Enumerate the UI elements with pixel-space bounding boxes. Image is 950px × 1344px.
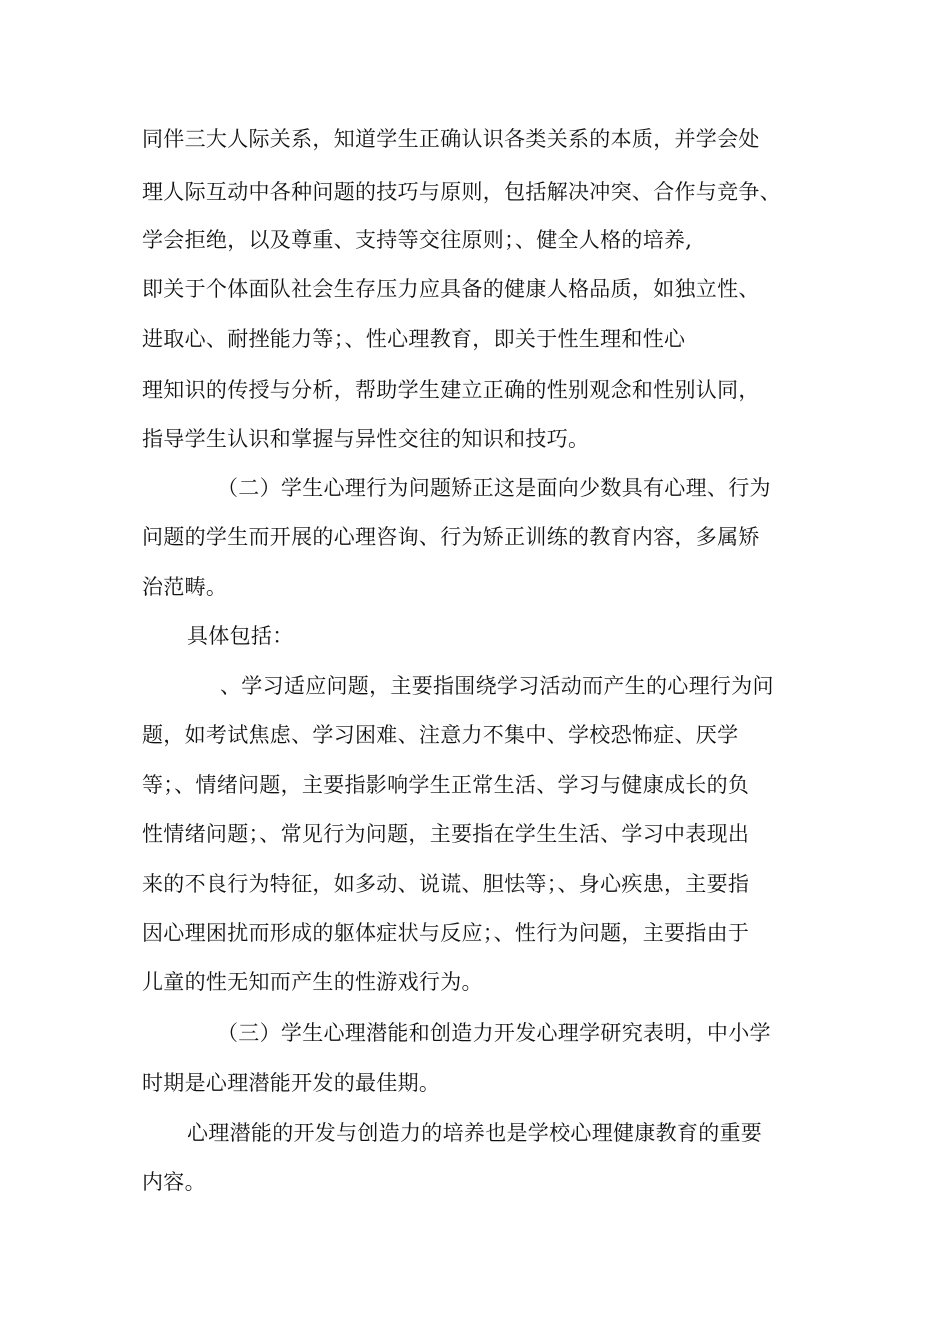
text-line: 性情绪问题；、常见行为问题，主要指在学生生活、学习中表现出 [142,822,750,846]
text-line: 儿童的性无知而产生的性游戏行为。 [142,970,483,994]
text-line: 理知识的传授与分析，帮助学生建立正确的性别观念和性别认同， [142,378,760,402]
section-heading-3: （三）学生心理潜能和创造力开发心理学研究表明，中小学 [217,1021,771,1045]
text-line: 时期是心理潜能开发的最佳期。 [142,1071,441,1095]
text-line: 同伴三大人际关系，知道学生正确认识各类关系的本质，并学会处 [142,127,760,151]
text-line: 等；、情绪问题，主要指影响学生正常生活、学习与健康成长的负 [142,773,750,797]
text-line: 内容。 [142,1170,206,1194]
text-line: 学会拒绝，以及尊重、支持等交往原则；、健全人格的培养, [142,228,693,252]
text-line: 来的不良行为特征，如多动、说谎、胆怯等；、身心疾患，主要指 [142,872,750,896]
text-line: 题，如考试焦虑、学习困难、注意力不集中、学校恐怖症、厌学 [142,723,739,747]
text-line: 具体包括： [187,624,294,648]
text-line: 、学习适应问题，主要指围绕学习活动而产生的心理行为问 [220,674,774,698]
text-line: 心理潜能的开发与创造力的培养也是学校心理健康教育的重要 [187,1121,763,1145]
text-line: 治范畴。 [142,575,228,599]
text-line: 进取心、耐挫能力等；、性心理教育，即关于性生理和性心 [142,327,686,351]
text-line: 指导学生认识和掌握与异性交往的知识和技巧。 [142,427,590,451]
text-line: 即关于个体面队社会生存压力应具备的健康人格品质，如独立性、 [142,277,760,301]
text-line: 因心理困扰而形成的躯体症状与反应；、性行为问题，主要指由于 [142,921,750,945]
section-heading-2: （二）学生心理行为问题矫正这是面向少数具有心理、行为 [217,476,771,500]
text-line: 理人际互动中各种问题的技巧与原则，包括解决冲突、合作与竞争、 [142,180,781,204]
text-line: 问题的学生而开展的心理咨询、行为矫正训练的教育内容，多属矫 [142,525,760,549]
